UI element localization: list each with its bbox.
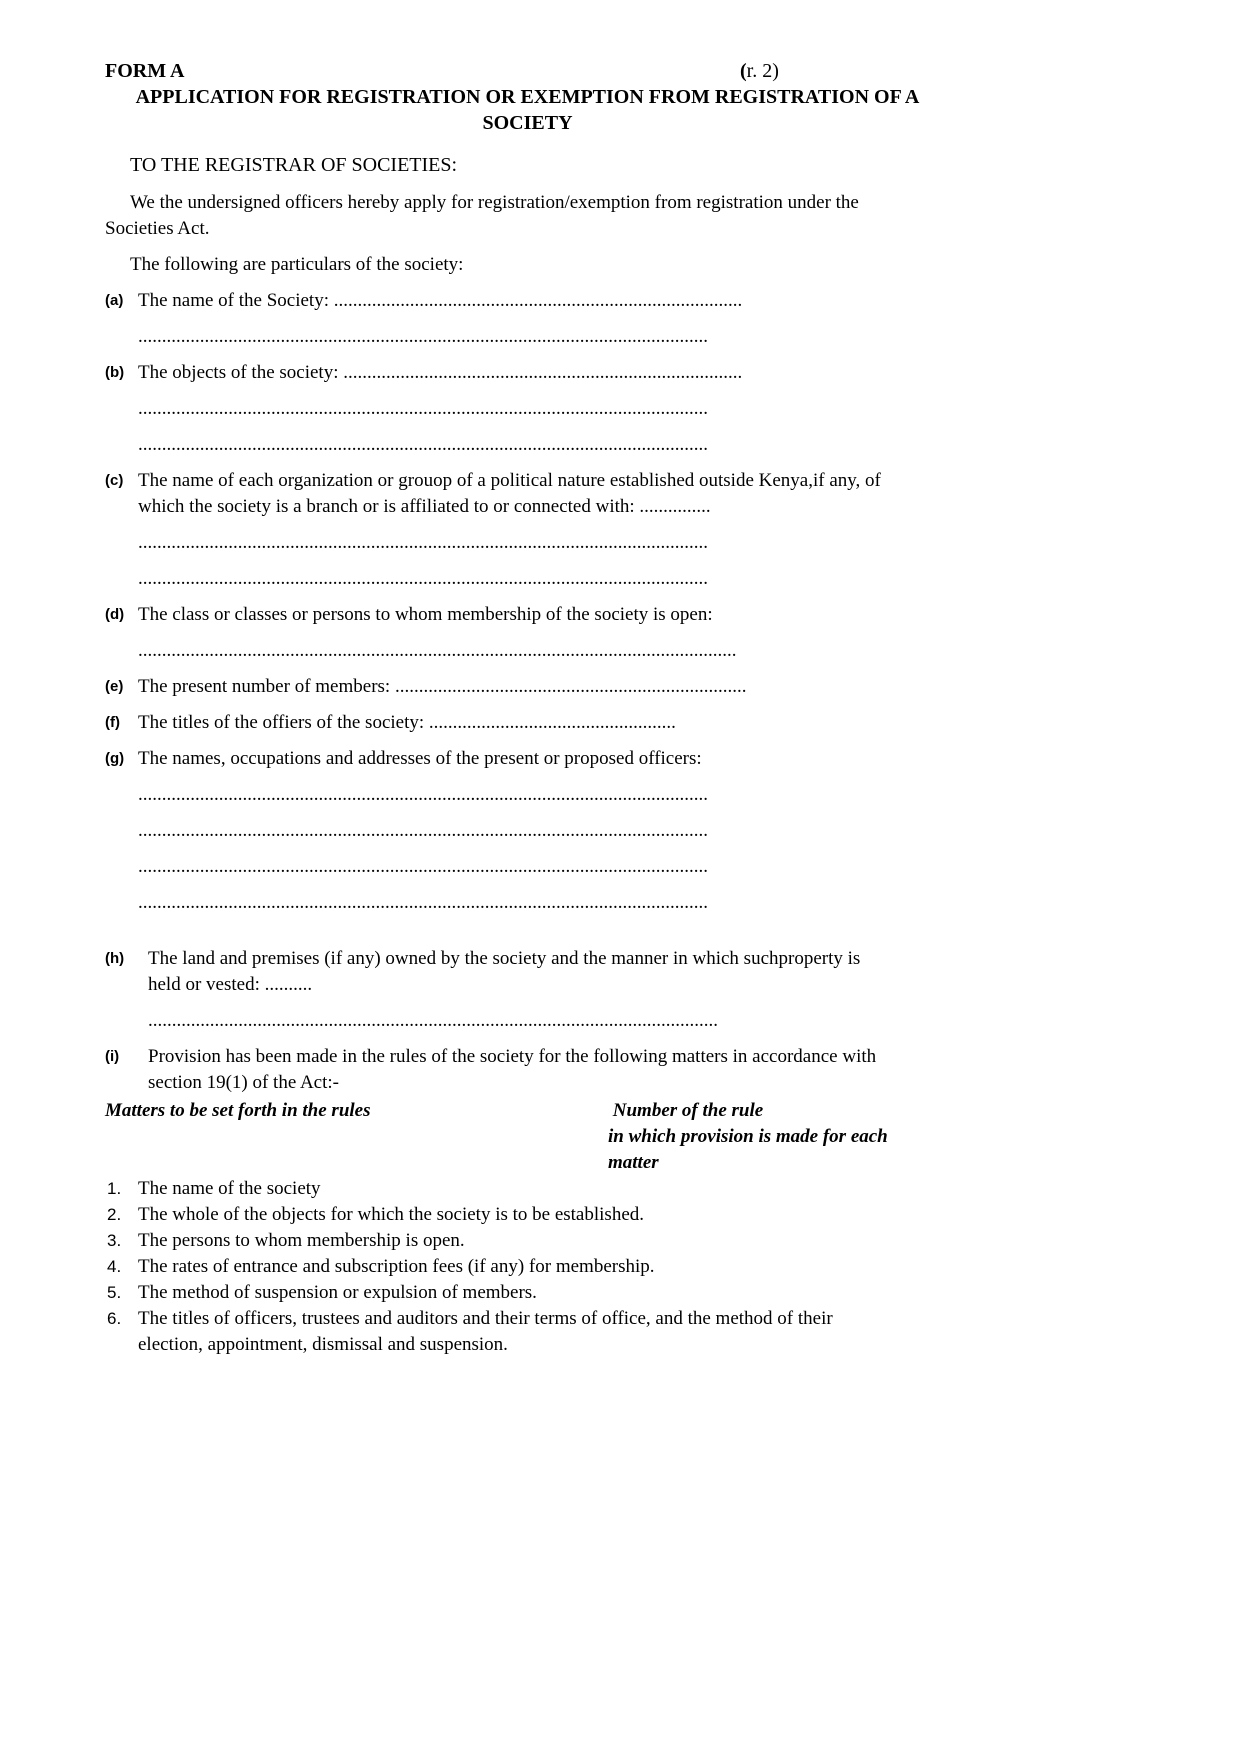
rules-list-item bbox=[105, 1202, 950, 1228]
item-i-label: (i) bbox=[105, 1048, 120, 1065]
item-b-text: The objects of the society: .................................................................................... bbox=[138, 362, 743, 383]
rules-list-item bbox=[105, 1280, 950, 1306]
rule-reference bbox=[740, 58, 779, 84]
item-c-dotted-fill-line: ........................................................................................................................ bbox=[138, 568, 708, 589]
item-i-body bbox=[148, 1044, 950, 1096]
item-d-body bbox=[138, 602, 950, 664]
rules-headings-row bbox=[105, 1098, 950, 1176]
form-item-g bbox=[105, 746, 950, 916]
item-b-dotted-fill-line: ........................................................................................................................ bbox=[138, 398, 708, 419]
rule-reference-text: r. 2) bbox=[746, 60, 779, 82]
item-a-label: (a) bbox=[105, 292, 124, 309]
item-b-body bbox=[138, 360, 950, 458]
item-g-dotted-fill-line: ........................................................................................................................ bbox=[138, 892, 708, 913]
rules-list bbox=[105, 1176, 950, 1358]
rules-number-heading-line-1: Number of the rule bbox=[608, 1100, 764, 1121]
rules-item-number: 2. bbox=[107, 1205, 122, 1224]
item-c-body bbox=[138, 468, 950, 592]
form-item-h bbox=[105, 946, 950, 1034]
rules-number-heading-line-3: matter bbox=[608, 1152, 659, 1173]
item-g-dotted-fill-line: ........................................................................................................................ bbox=[138, 820, 708, 841]
rules-matters-heading: Matters to be set forth in the rules bbox=[105, 1100, 371, 1121]
rules-item-number: 6. bbox=[107, 1309, 122, 1328]
item-i-text-line-1: Provision has been made in the rules of the society for the following matters in accordance with bbox=[148, 1046, 877, 1067]
item-g-dotted-fill-line: ........................................................................................................................ bbox=[138, 784, 708, 805]
form-title-line-2: SOCIETY bbox=[482, 112, 573, 134]
rules-list-item bbox=[105, 1176, 950, 1202]
form-item-i bbox=[105, 1044, 950, 1096]
item-g-label: (g) bbox=[105, 750, 125, 767]
rules-item-number: 4. bbox=[107, 1257, 122, 1276]
item-f-body bbox=[138, 710, 950, 736]
form-item-f bbox=[105, 710, 950, 736]
item-g-dotted-fill-line: ........................................................................................................................ bbox=[138, 856, 708, 877]
item-b-dotted-fill-line: ........................................................................................................................ bbox=[138, 434, 708, 455]
registrar-salutation: TO THE REGISTRAR OF SOCIETIES: bbox=[130, 154, 458, 176]
rules-item-text-line-2: election, appointment, dismissal and suspension. bbox=[138, 1334, 508, 1355]
item-c-text-line-1: The name of each organization or grouop of a political nature established outside Kenya,if any, of bbox=[138, 470, 881, 491]
rules-item-number: 5. bbox=[107, 1283, 122, 1302]
item-g-body bbox=[138, 746, 950, 916]
item-a-body bbox=[138, 288, 950, 350]
particulars-intro: The following are particulars of the society: bbox=[130, 254, 464, 275]
rules-item-number: 1. bbox=[107, 1179, 122, 1198]
rules-item-text-line-1: The titles of officers, trustees and auditors and their terms of office, and the method of their bbox=[138, 1308, 833, 1329]
item-f-text: The titles of the offiers of the society: .................................................... bbox=[138, 712, 676, 733]
item-h-body bbox=[148, 946, 950, 1034]
intro-line-2: Societies Act. bbox=[105, 218, 210, 239]
document-content bbox=[105, 58, 950, 1358]
item-d-label: (d) bbox=[105, 606, 125, 623]
item-a-text: The name of the Society: ...................................................................................... bbox=[138, 290, 743, 311]
rule-reference-paren: ( bbox=[740, 60, 747, 82]
rules-item-number: 3. bbox=[107, 1231, 122, 1250]
rules-list-item bbox=[105, 1228, 950, 1254]
item-c-label: (c) bbox=[105, 472, 124, 489]
rules-item-text: The method of suspension or expulsion of members. bbox=[138, 1282, 537, 1303]
rules-list-item bbox=[105, 1306, 950, 1358]
rules-number-heading bbox=[608, 1098, 950, 1176]
rules-item-text: The rates of entrance and subscription fees (if any) for membership. bbox=[138, 1256, 655, 1277]
item-e-label: (e) bbox=[105, 678, 124, 695]
form-item-c bbox=[105, 468, 950, 592]
item-c-dotted-fill-line: ........................................................................................................................ bbox=[138, 532, 708, 553]
rules-list-item bbox=[105, 1254, 950, 1280]
rules-item-text: The persons to whom membership is open. bbox=[138, 1230, 465, 1251]
item-e-text: The present number of members: .......................................................................... bbox=[138, 676, 747, 697]
item-g-text: The names, occupations and addresses of the present or proposed officers: bbox=[138, 748, 702, 769]
form-item-a bbox=[105, 288, 950, 350]
item-i-text-line-2: section 19(1) of the Act:- bbox=[148, 1072, 340, 1093]
form-a-label: FORM A bbox=[105, 60, 185, 82]
form-item-e bbox=[105, 674, 950, 700]
intro-line-1: We the undersigned officers hereby apply for registration/exemption from registration under the bbox=[130, 192, 859, 213]
intro-paragraph bbox=[105, 190, 950, 242]
form-item-b bbox=[105, 360, 950, 458]
form-item-d bbox=[105, 602, 950, 664]
rules-item-text: The whole of the objects for which the society is to be established. bbox=[138, 1204, 645, 1225]
item-b-label: (b) bbox=[105, 364, 125, 381]
item-d-dotted-fill-line: .............................................................................................................................. bbox=[138, 640, 737, 661]
item-a-dotted-fill-line: ........................................................................................................................ bbox=[138, 326, 708, 347]
form-header-row bbox=[105, 58, 950, 84]
item-f-label: (f) bbox=[105, 714, 120, 731]
item-h-dotted-fill-line: ........................................................................................................................ bbox=[148, 1010, 718, 1031]
rules-item-text bbox=[138, 1306, 950, 1358]
form-title-line-1: APPLICATION FOR REGISTRATION OR EXEMPTION FROM REGISTRATION OF A bbox=[135, 86, 920, 108]
rules-item-text: The name of the society bbox=[138, 1178, 321, 1199]
item-d-text: The class or classes or persons to whom membership of the society is open: bbox=[138, 604, 713, 625]
item-h-text-line-1: The land and premises (if any) owned by the society and the manner in which suchproperty is bbox=[148, 948, 861, 969]
item-e-body bbox=[138, 674, 950, 700]
rules-number-heading-line-2: in which provision is made for each bbox=[608, 1126, 888, 1147]
item-c-text-line-2: which the society is a branch or is affiliated to or connected with: ............... bbox=[138, 496, 711, 517]
item-h-label: (h) bbox=[105, 950, 125, 967]
item-h-text-line-2: held or vested: .......... bbox=[148, 974, 313, 995]
